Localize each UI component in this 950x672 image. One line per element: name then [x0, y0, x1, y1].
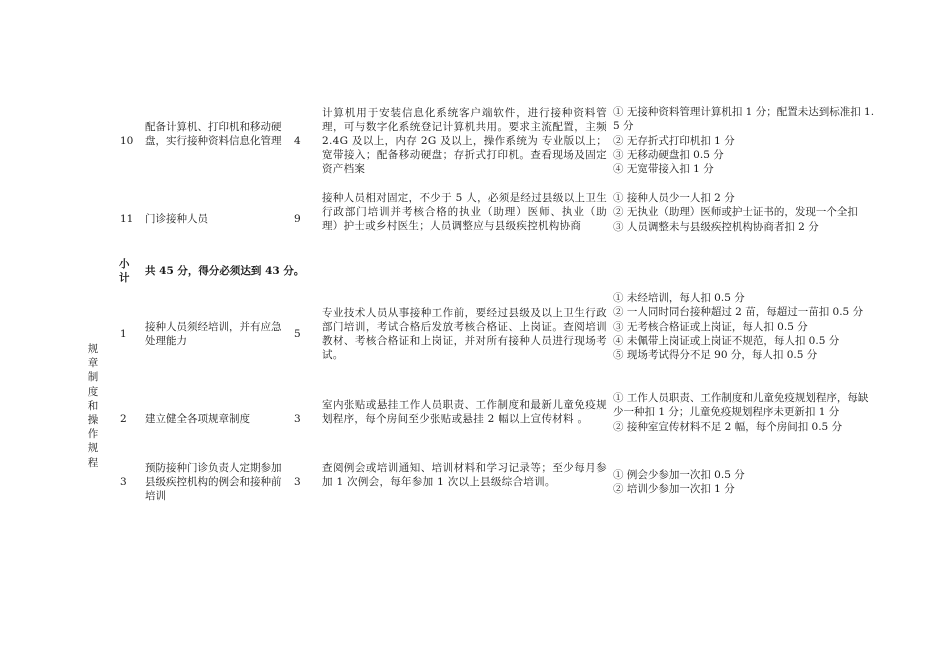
section-label-char: 度 [87, 385, 99, 398]
section-label-char: 作 [87, 428, 99, 441]
deduction-item: ⑤ 现场考试得分不足 90 分，每人扣 0.5 分 [613, 349, 818, 362]
item-score: 5 [294, 328, 301, 340]
deduction-item: ② 培训少参加一次扣 1 分 [613, 483, 735, 496]
check-method: 查阅例会或培训通知、培训材料和学习记录等；至少每月参加 1 次例会，每年参加 1 次以上县级综合培训。 [322, 462, 607, 488]
item-score: 3 [294, 413, 301, 425]
section-label-char: 规 [87, 442, 99, 455]
item-score: 4 [294, 135, 301, 147]
deduction-list [613, 191, 878, 234]
deduction-item: ② 无执业（助理）医师或护士证书的，发现一个全扣 [613, 206, 858, 219]
item-score: 3 [294, 476, 301, 488]
deduction-list [613, 391, 878, 434]
section-label-char: 章 [87, 357, 99, 370]
deduction-item: ② 接种室宣传材料不足 2 幅，每个房间扣 0.5 分 [613, 420, 843, 433]
deduction-item: ① 未经培训，每人扣 0.5 分 [613, 292, 745, 304]
row-number: 10 [120, 135, 134, 147]
subtotal-label: 小计 [119, 258, 130, 284]
deduction-item: ② 一人同时同台接种超过 2 苗，每超过一苗扣 0.5 分 [613, 306, 864, 319]
section-label-char: 和 [87, 399, 99, 412]
section-label-char: 制 [87, 371, 99, 384]
row-number: 11 [120, 213, 134, 225]
section-label-char: 规 [87, 343, 99, 355]
deduction-list [613, 105, 878, 176]
deduction-item: ① 接种人员少一人扣 2 分 [613, 192, 735, 204]
deduction-item: ④ 未佩带上岗证或上岗证不规范，每人扣 0.5 分 [613, 334, 840, 347]
item-name: 配备计算机、打印机和移动硬盘，实行接种资料信息化管理 [145, 121, 282, 147]
check-method: 计算机用于安装信息化系统客户端软件，进行接种资料管理，可与数字化系统登记计算机共用。要求主流配置，主频 2.4G 及以上，内存 2G 及以上，操作系统为 专业版以上；宽带接入；配备移动硬盘；存折式打印机。查看现场及固定资产档案 [322, 107, 607, 175]
deduction-list [613, 468, 878, 497]
row-number: 2 [120, 413, 127, 425]
deduction-item: ③ 无移动硬盘扣 0.5 分 [613, 148, 724, 161]
deduction-item: ① 例会少参加一次扣 0.5 分 [613, 469, 745, 481]
deduction-item: ② 无存折式打印机扣 1 分 [613, 134, 735, 147]
check-method: 专业技术人员从事接种工作前，要经过县级及以上卫生行政部门培训，考试合格后发放考核合格证、上岗证。查阅培训教材、考核合格证和上岗证，并对所有接种人员进行现场考试。 [322, 307, 607, 361]
deduction-item: ③ 人员调整未与县级疾控机构协商者扣 2 分 [613, 220, 819, 233]
row-number: 1 [120, 328, 127, 340]
deduction-item: ④ 无宽带接入扣 1 分 [613, 163, 714, 176]
item-name: 预防接种门诊负责人定期参加县级疾控机构的例会和接种前培训 [145, 462, 282, 502]
deduction-item: ① 工作人员职责、工作制度和儿童免疫规划程序，每缺少一种扣 1 分；儿童免疫规划程序未更新扣 1 分 [613, 392, 869, 419]
deduction-item: ③ 无考核合格证或上岗证，每人扣 0.5 分 [613, 320, 808, 333]
check-method: 接种人员相对固定，不少于 5 人，必须是经过县级以上卫生行政部门培训并考核合格的执业（助理）医师、执业（助理）护士或乡村医生；人员调整应与县级疾控机构协商 [322, 192, 607, 232]
section-label-char: 程 [87, 456, 99, 469]
item-name: 接种人员须经培训，并有应急处理能力 [145, 321, 282, 347]
deduction-list [613, 291, 878, 362]
check-method: 室内张贴或悬挂工作人员职责、工作制度和最新儿童免疫规划程序，每个房间至少张贴或悬挂 2 幅以上宣传材料 。 [322, 399, 607, 425]
item-score: 9 [294, 213, 301, 225]
subtotal-text: 共 45 分，得分必须达到 43 分。 [145, 265, 305, 277]
item-name: 建立健全各项规章制度 [145, 413, 250, 425]
item-name: 门诊接种人员 [145, 213, 208, 225]
section-label-char: 操 [87, 414, 99, 427]
deduction-item: ① 无接种资料管理计算机扣 1 分；配置未达到标准扣 1.5 分 [613, 106, 875, 133]
section-label-rules [86, 342, 100, 470]
row-number: 3 [120, 476, 127, 488]
